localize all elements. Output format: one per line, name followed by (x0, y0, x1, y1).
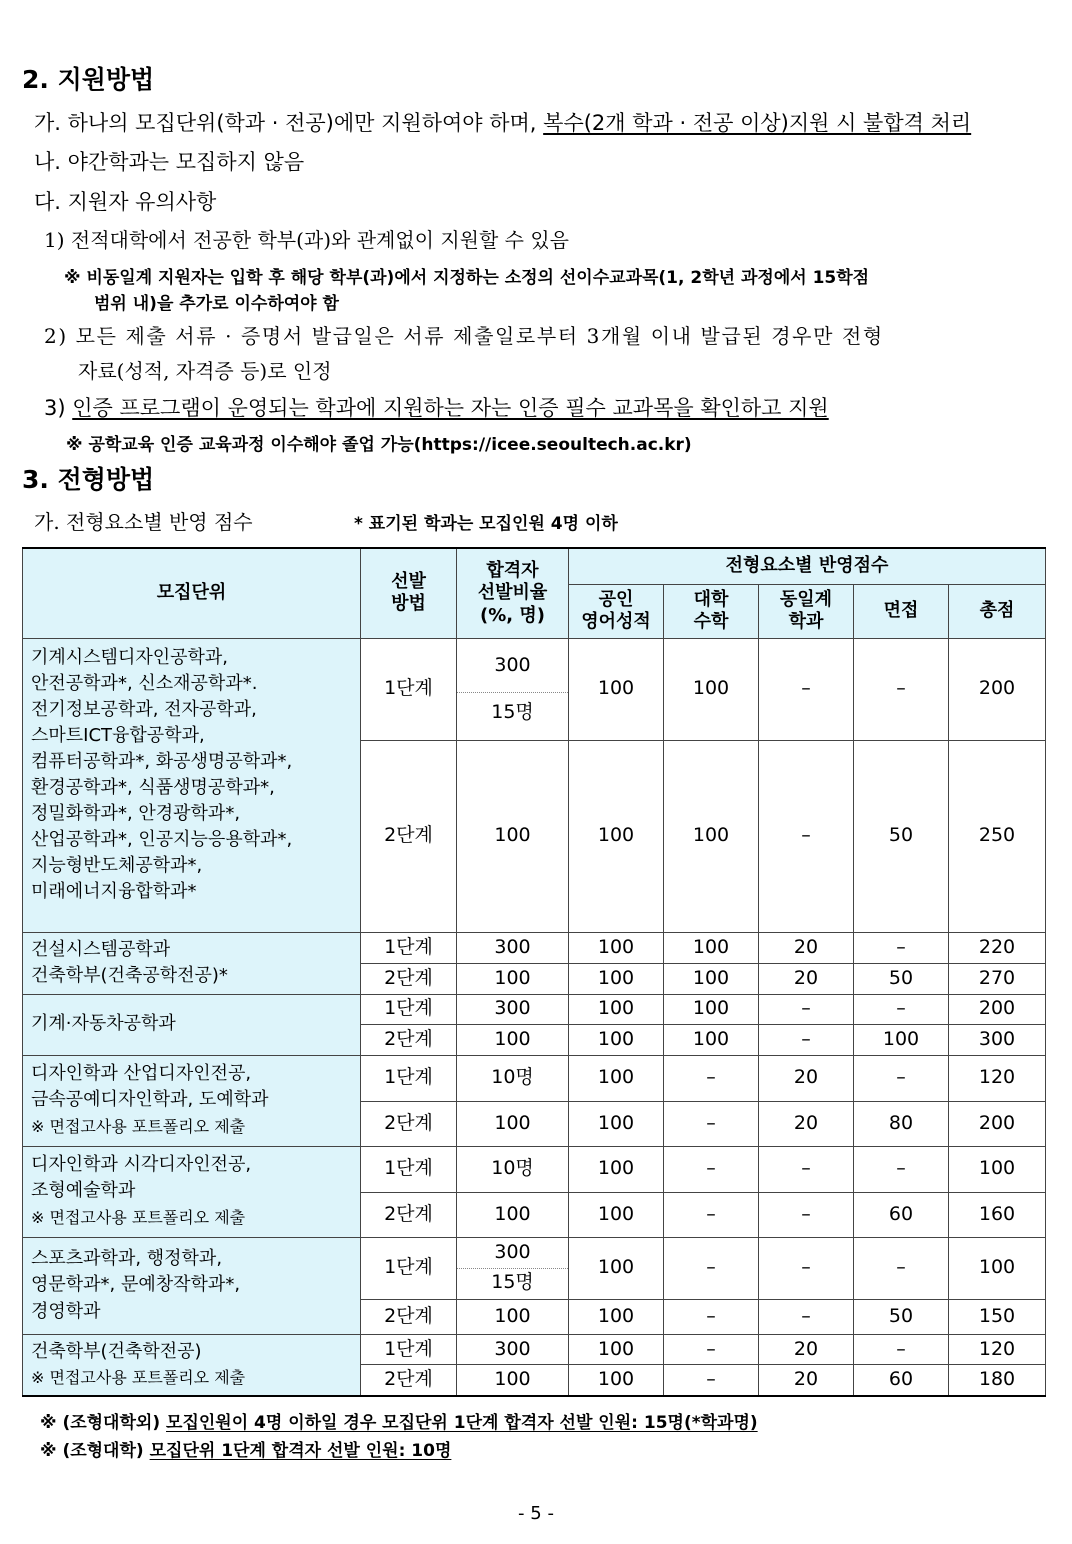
cell-ratio: 100 (457, 963, 569, 994)
cell-ratio (457, 638, 569, 740)
cell-interview: – (854, 932, 949, 963)
cell-interview: 60 (854, 1192, 949, 1237)
cell-same-major: – (759, 1237, 854, 1299)
header-ratio: 합격자 선발비율 (%, 명) (457, 548, 569, 638)
item-ga (34, 107, 971, 137)
header-interview: 면접 (854, 584, 949, 638)
cell-ratio: 100 (457, 1024, 569, 1055)
cell-same-major: 20 (759, 963, 854, 994)
cell-same-major: 20 (759, 1334, 854, 1365)
cell-english: 100 (569, 963, 664, 994)
item-3 (44, 392, 829, 422)
cell-total: 300 (949, 1024, 1046, 1055)
cell-total: 160 (949, 1192, 1046, 1237)
footnote-1-underlined: 모집인원이 4명 이하일 경우 모집단위 1단계 합격자 선발 인원: 15명(*학과명) (166, 1413, 758, 1433)
section-2-title: 2. 지원방법 (22, 65, 155, 94)
item-3-underlined: 인증 프로그램이 운영되는 학과에 지원하는 자는 인증 필수 교과목을 확인하고 지원 (72, 396, 829, 420)
cell-math: 100 (664, 932, 759, 963)
cell-math: – (664, 1146, 759, 1192)
footnote-2-underlined: 모집단위 1단계 합격자 선발 인원: 10명 (149, 1441, 452, 1461)
cell-method: 1단계 (361, 1334, 457, 1365)
cell-ratio: 300 (457, 1334, 569, 1365)
cell-ratio: 10명 (457, 1055, 569, 1101)
header-total: 총점 (949, 584, 1046, 638)
cell-ratio (457, 1237, 569, 1299)
cell-method: 2단계 (361, 1192, 457, 1237)
cell-same-major: – (759, 994, 854, 1024)
table-row (23, 1237, 1046, 1299)
cell-ratio: 100 (457, 740, 569, 932)
note-1-line1: ※ 비동일계 지원자는 입학 후 해당 학부(과)에서 지정하는 소정의 선이수교과목(1, 2학년 과정에서 15학점 (64, 268, 870, 288)
cell-english: 100 (569, 1055, 664, 1101)
cell-english: 100 (569, 1365, 664, 1396)
cell-total: 200 (949, 1101, 1046, 1146)
cell-math: 100 (664, 638, 759, 740)
cell-interview: – (854, 1146, 949, 1192)
unit-group-3: 기계·자동차공학과 (23, 994, 361, 1055)
cell-method: 2단계 (361, 1024, 457, 1055)
table-row (23, 1146, 1046, 1192)
cell-math: 100 (664, 963, 759, 994)
ratio-percent: 300 (494, 1241, 531, 1264)
cell-same-major: – (759, 1146, 854, 1192)
unit-group-2: 건설시스템공학과 건축학부(건축공학전공)* (23, 932, 361, 994)
cell-english: 100 (569, 1299, 664, 1334)
cell-english: 100 (569, 1101, 664, 1146)
item-1: 1) 전적대학에서 전공한 학부(과)와 관계없이 지원할 수 있음 (44, 228, 569, 252)
unit-group-5 (23, 1146, 361, 1237)
cell-english: 100 (569, 932, 664, 963)
cell-interview: 100 (854, 1024, 949, 1055)
cell-method: 1단계 (361, 1237, 457, 1299)
header-math: 대학 수학 (664, 584, 759, 638)
table-row (23, 1055, 1046, 1101)
cell-interview: 50 (854, 963, 949, 994)
cell-ratio: 300 (457, 994, 569, 1024)
cell-same-major: – (759, 1299, 854, 1334)
footnote-1 (40, 1408, 758, 1433)
unit-group-7-note: ※ 면접고사용 포트폴리오 제출 (31, 1367, 246, 1387)
cell-total: 270 (949, 963, 1046, 994)
item-2-line2: 자료(성적, 자격증 등)로 인정 (78, 359, 332, 383)
ratio-percent: 300 (494, 653, 531, 676)
item-ga-text: 가. 하나의 모집단위(학과 · 전공)에만 지원하여야 하며, (34, 111, 544, 135)
cell-ratio: 300 (457, 932, 569, 963)
cell-math: – (664, 1101, 759, 1146)
cell-interview: 50 (854, 740, 949, 932)
cell-same-major: – (759, 740, 854, 932)
cell-method: 2단계 (361, 740, 457, 932)
cell-method: 2단계 (361, 1299, 457, 1334)
cell-interview: – (854, 1055, 949, 1101)
header-same-major: 동일계 학과 (759, 584, 854, 638)
cell-english: 100 (569, 740, 664, 932)
cell-total: 100 (949, 1237, 1046, 1299)
cell-same-major: 20 (759, 1055, 854, 1101)
item-3-prefix: 3) (44, 396, 73, 420)
footnote-2-prefix: ※ (조형대학) (40, 1441, 150, 1461)
cell-same-major: 20 (759, 1101, 854, 1146)
item-da: 다. 지원자 유의사항 (34, 190, 217, 214)
table-row (23, 932, 1046, 963)
cell-total: 120 (949, 1055, 1046, 1101)
cell-same-major: – (759, 1024, 854, 1055)
cell-method: 1단계 (361, 1055, 457, 1101)
cell-total: 250 (949, 740, 1046, 932)
note-2: ※ 공학교육 인증 교육과정 이수해야 졸업 가능(https://icee.seoultech.ac.kr) (66, 435, 692, 455)
cell-math: – (664, 1365, 759, 1396)
cell-method: 1단계 (361, 994, 457, 1024)
table-row (23, 994, 1046, 1024)
cell-math: – (664, 1055, 759, 1101)
table-row (23, 638, 1046, 740)
cell-same-major: – (759, 638, 854, 740)
cell-ratio: 100 (457, 1365, 569, 1396)
item-3-ga-note: * 표기된 학과는 모집인원 4명 이하 (354, 514, 618, 534)
cell-method: 1단계 (361, 932, 457, 963)
ratio-count: 15명 (491, 700, 534, 723)
cell-english: 100 (569, 638, 664, 740)
note-1-line2: 범위 내)을 추가로 이수하여야 함 (94, 294, 339, 314)
cell-english: 100 (569, 1192, 664, 1237)
cell-english: 100 (569, 1146, 664, 1192)
cell-english: 100 (569, 1237, 664, 1299)
cell-math: – (664, 1299, 759, 1334)
unit-group-7-names: 건축학부(건축학전공) (31, 1340, 202, 1362)
unit-group-6: 스포츠과학과, 행정학과, 영문학과*, 문예창작학과*, 경영학과 (23, 1237, 361, 1334)
unit-group-5-names: 디자인학과 시각디자인전공, 조형예술학과 (31, 1154, 252, 1202)
cell-method: 1단계 (361, 638, 457, 740)
cell-ratio: 10명 (457, 1146, 569, 1192)
cell-same-major: 20 (759, 932, 854, 963)
cell-math: 100 (664, 740, 759, 932)
cell-total: 200 (949, 994, 1046, 1024)
section-3-title: 3. 전형방법 (22, 465, 155, 494)
cell-total: 220 (949, 932, 1046, 963)
cell-same-major: 20 (759, 1365, 854, 1396)
table-row (23, 1334, 1046, 1365)
cell-method: 2단계 (361, 963, 457, 994)
cell-method: 1단계 (361, 1146, 457, 1192)
ratio-count: 15명 (491, 1271, 534, 1293)
cell-math: 100 (664, 1024, 759, 1055)
unit-group-5-note: ※ 면접고사용 포트폴리오 제출 (31, 1207, 246, 1227)
cell-math: – (664, 1334, 759, 1365)
cell-method: 2단계 (361, 1365, 457, 1396)
cell-interview: – (854, 1334, 949, 1365)
unit-group-1: 기계시스템디자인공학과, 안전공학과*, 신소재공학과*. 전기정보공학과, 전자공학과, 스마트ICT융합공학과, 컴퓨터공학과*, 화공생명공학과*, 환경공학과*, 식품생명공학과*, 정밀화학과*, 안경광학과*, 산업공학과*, 인공지능응용학과*, 지능형반도체공학과*, 미래에너지융합학과* (23, 638, 361, 932)
cell-english: 100 (569, 1024, 664, 1055)
cell-math: 100 (664, 994, 759, 1024)
cell-method: 2단계 (361, 1101, 457, 1146)
cell-math: – (664, 1192, 759, 1237)
cell-total: 200 (949, 638, 1046, 740)
header-scores: 전형요소별 반영점수 (569, 548, 1046, 584)
cell-interview: 80 (854, 1101, 949, 1146)
cell-total: 100 (949, 1146, 1046, 1192)
cell-interview: 50 (854, 1299, 949, 1334)
item-ga-underlined: 복수(2개 학과 · 전공 이상)지원 시 불합격 처리 (543, 111, 972, 135)
cell-english: 100 (569, 1334, 664, 1365)
item-na: 나. 야간학과는 모집하지 않음 (34, 150, 305, 174)
cell-interview: – (854, 994, 949, 1024)
cell-math: – (664, 1237, 759, 1299)
score-table (22, 547, 1046, 1397)
cell-total: 120 (949, 1334, 1046, 1365)
header-unit: 모집단위 (23, 548, 361, 638)
cell-same-major: – (759, 1192, 854, 1237)
cell-interview: – (854, 638, 949, 740)
unit-group-4-note: ※ 면접고사용 포트폴리오 제출 (31, 1116, 246, 1136)
header-method: 선발 방법 (361, 548, 457, 638)
cell-ratio: 100 (457, 1192, 569, 1237)
footnote-2 (40, 1436, 451, 1461)
header-english: 공인 영어성적 (569, 584, 664, 638)
cell-ratio: 100 (457, 1299, 569, 1334)
item-3-ga: 가. 전형요소별 반영 점수 (34, 510, 253, 534)
cell-interview: – (854, 1237, 949, 1299)
item-2-line1: 2) 모든 제출 서류 · 증명서 발급일은 서류 제출일로부터 3개월 이내 발급된 경우만 전형 (44, 324, 884, 348)
unit-group-7 (23, 1334, 361, 1396)
cell-ratio: 100 (457, 1101, 569, 1146)
cell-english: 100 (569, 994, 664, 1024)
cell-interview: 60 (854, 1365, 949, 1396)
unit-group-4 (23, 1055, 361, 1146)
page-number: - 5 - (518, 1503, 554, 1524)
cell-total: 150 (949, 1299, 1046, 1334)
footnote-1-prefix: ※ (조형대학외) (40, 1413, 167, 1433)
unit-group-4-names: 디자인학과 산업디자인전공, 금속공예디자인학과, 도예학과 (31, 1063, 269, 1111)
cell-total: 180 (949, 1365, 1046, 1396)
